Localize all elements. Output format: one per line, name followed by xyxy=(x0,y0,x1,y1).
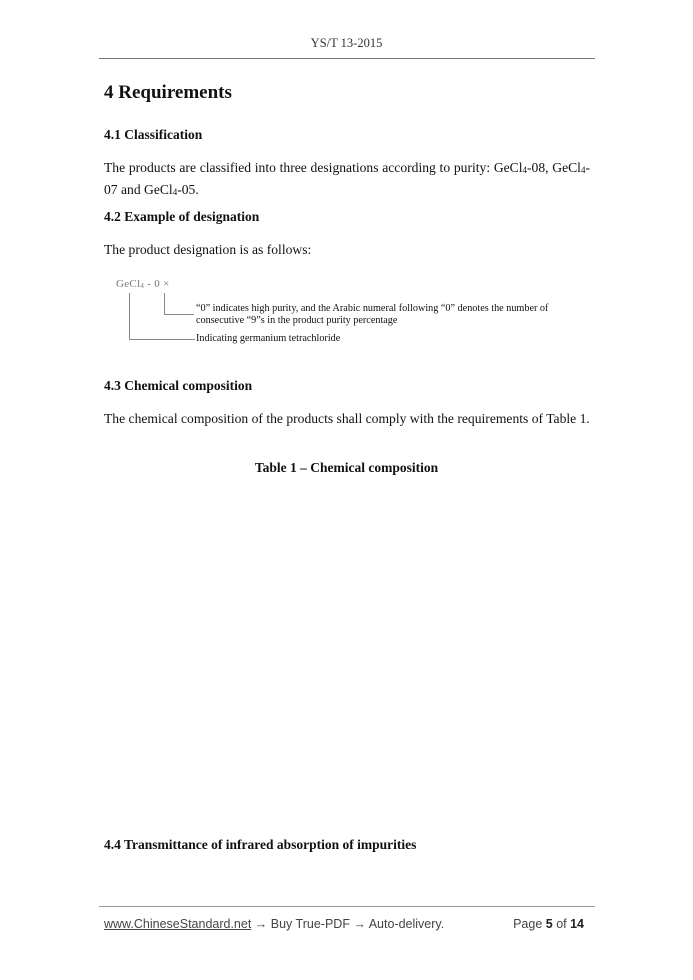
running-header: YS/T 13-2015 xyxy=(310,36,383,50)
heading-4-3: 4.3 Chemical composition xyxy=(104,378,253,393)
bracket-line xyxy=(129,339,195,340)
page-footer: www.ChineseStandard.net → Buy True-PDF → Auto-delivery. Page 5 of 14 xyxy=(104,917,584,931)
footer-divider xyxy=(99,906,595,907)
heading-4-1: 4.1 Classification xyxy=(104,127,203,142)
header-divider xyxy=(99,58,595,59)
bracket-line xyxy=(164,314,194,315)
paragraph-designation: The product designation is as follows: xyxy=(104,242,312,257)
designation-note-compound: Indicating germanium tetrachloride xyxy=(196,333,341,344)
page-number: Page 5 of 14 xyxy=(513,917,584,931)
designation-note-purity: “0” indicates high purity, and the Arabic numeral following “0” denotes the number of consecutive “9”s in the product purity percentage xyxy=(196,303,549,326)
buy-pdf-text: Buy True-PDF xyxy=(270,917,350,931)
bracket-line xyxy=(129,293,130,340)
section-title: 4 Requirements xyxy=(104,82,232,103)
bracket-line xyxy=(164,293,165,315)
table-1-title: Table 1 – Chemical composition xyxy=(254,460,439,475)
designation-diagram xyxy=(113,278,573,350)
paragraph-classification: The products are classified into three designations according to purity: GeCl$_4$-08, GeCl$_4$-07 and GeCl$_4$-05. xyxy=(104,160,590,197)
auto-delivery-text: Auto-delivery. xyxy=(368,917,445,931)
designation-code: GeCl$_4$ - 0 × xyxy=(116,278,170,290)
paragraph-chemical-composition: The chemical composition of the products shall comply with the requirements of Table 1. xyxy=(104,411,590,426)
heading-4-2: 4.2 Example of designation xyxy=(104,209,260,224)
heading-4-4: 4.4 Transmittance of infrared absorption of impurities xyxy=(104,837,417,852)
website-link[interactable]: www.ChineseStandard.net xyxy=(104,917,252,931)
